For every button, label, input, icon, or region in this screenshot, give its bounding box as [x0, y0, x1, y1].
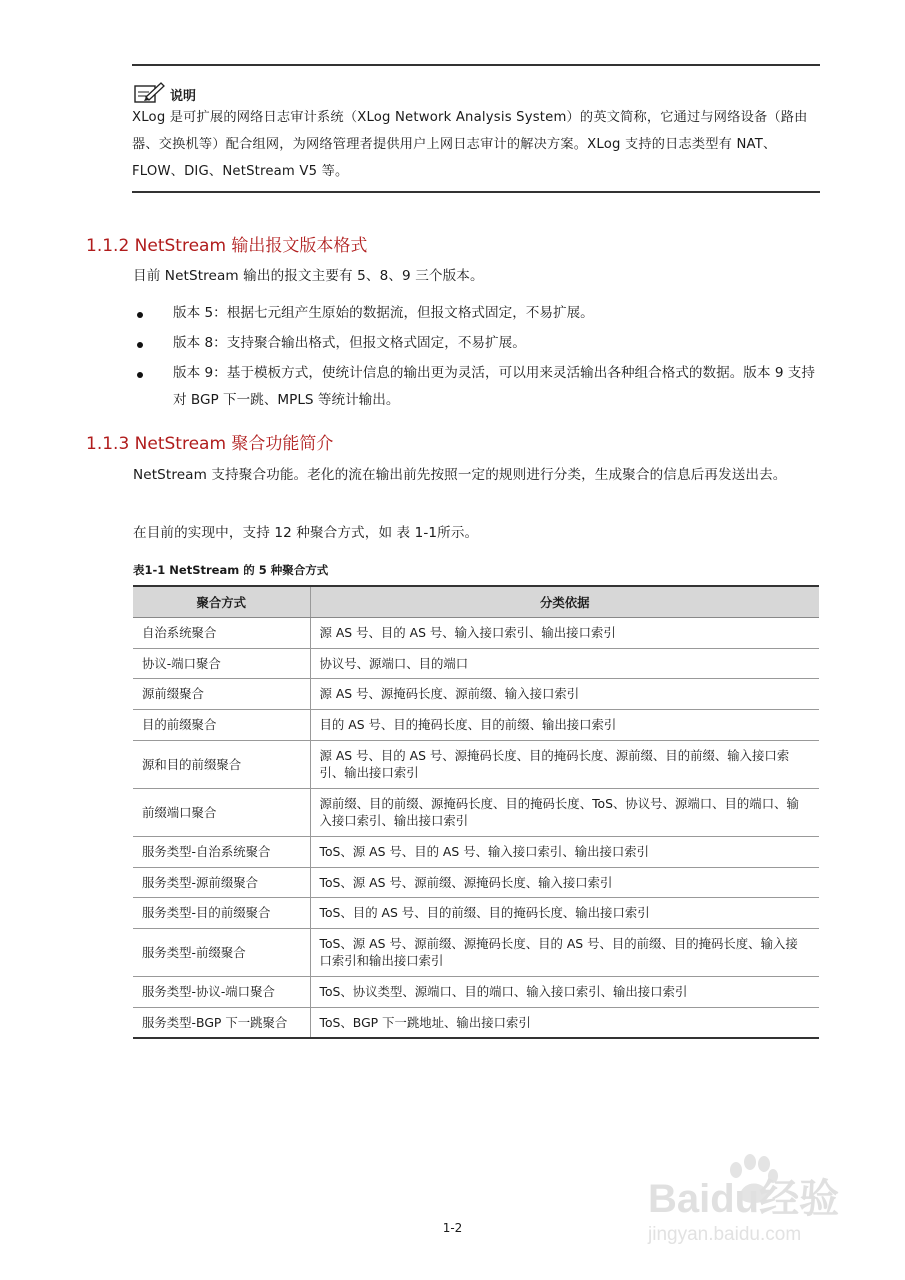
bullet-dot-icon: [137, 372, 143, 378]
table-cell-method: 前缀端口聚合: [133, 788, 310, 836]
table-cell-basis: ToS、源 AS 号、源前缀、源掩码长度、输入接口索引: [310, 867, 819, 897]
section-title-aggregation: 1.1.3 NetStream 聚合功能简介: [86, 434, 334, 454]
list-item: [133, 330, 823, 357]
table-cell-basis: 源 AS 号、目的 AS 号、源掩码长度、目的掩码长度、源前缀、目的前缀、输入接口索引、输出接口索引: [310, 740, 819, 788]
table-cell-method: 协议-端口聚合: [133, 648, 310, 678]
pencil-note-icon: [132, 80, 166, 104]
table-cell-basis: ToS、目的 AS 号、目的前缀、目的掩码长度、输出接口索引: [310, 897, 819, 928]
watermark-brand-text: Baidu经验: [648, 1177, 840, 1221]
table-header-row: [133, 586, 819, 617]
table-cell-method: 服务类型-协议-端口聚合: [133, 976, 310, 1007]
table-row: [133, 867, 819, 897]
list-item: [133, 360, 823, 414]
table-cell-method: 服务类型-源前缀聚合: [133, 867, 310, 897]
note-bottom-rule: [132, 191, 820, 193]
section-intro-paragraph: 目前 NetStream 输出的报文主要有 5、8、9 三个版本。: [133, 268, 484, 284]
table-caption: 表1-1 NetStream 的 5 种聚合方式: [133, 563, 329, 577]
bullet-dot-icon: [137, 342, 143, 348]
table-cell-method: 服务类型-自治系统聚合: [133, 836, 310, 867]
column-header-method: 聚合方式: [133, 586, 310, 617]
table-row: [133, 617, 819, 648]
table-cell-basis: ToS、BGP 下一跳地址、输出接口索引: [310, 1007, 819, 1038]
table-cell-basis: 协议号、源端口、目的端口: [310, 648, 819, 678]
note-top-rule: [132, 64, 820, 66]
watermark-url-text: jingyan.baidu.com: [648, 1224, 802, 1245]
table-cell-basis: 源前缀、目的前缀、源掩码长度、目的掩码长度、ToS、协议号、源端口、目的端口、输入接口索引、输出接口索引: [310, 788, 819, 836]
note-text: XLog 是可扩展的网络日志审计系统（XLog Network Analysis System）的英文简称，它通过与网络设备（路由器、交换机等）配合组网，为网络管理者提供用户上网日志审计的解决方案。XLog 支持的日志类型有 NAT、FLOW、DIG、NetStream V5 等。: [132, 110, 808, 179]
table-row: [133, 788, 819, 836]
aggregation-table: [133, 585, 819, 1039]
bullet-dot-icon: [137, 312, 143, 318]
aggregation-paragraph: NetStream 支持聚合功能。老化的流在输出前先按照一定的规则进行分类，生成聚合的信息后再发送出去。: [133, 467, 787, 483]
table-row: [133, 740, 819, 788]
table-cell-basis: ToS、源 AS 号、目的 AS 号、输入接口索引、输出接口索引: [310, 836, 819, 867]
note-label: 说明: [170, 89, 197, 104]
table-cell-method: 目的前缀聚合: [133, 709, 310, 740]
baidu-watermark-logo: [640, 1150, 850, 1250]
note-header: [132, 76, 820, 104]
section-title-version-format: 1.1.2 NetStream 输出报文版本格式: [86, 236, 368, 256]
page-number: 1-2: [442, 1221, 463, 1235]
table-row: [133, 928, 819, 976]
table-row: [133, 709, 819, 740]
list-item-text: 版本 8：支持聚合输出格式，但报文格式固定，不易扩展。: [173, 335, 526, 351]
table-cell-basis: 目的 AS 号、目的掩码长度、目的前缀、输出接口索引: [310, 709, 819, 740]
table-row: [133, 897, 819, 928]
table-row: [133, 836, 819, 867]
list-item-text: 版本 5：根据七元组产生原始的数据流，但报文格式固定，不易扩展。: [173, 305, 594, 321]
table-row: [133, 648, 819, 678]
table-cell-method: 源前缀聚合: [133, 678, 310, 709]
table-cell-method: 自治系统聚合: [133, 617, 310, 648]
table-cell-method: 服务类型-前缀聚合: [133, 928, 310, 976]
list-item: [133, 300, 823, 327]
table-cell-basis: 源 AS 号、源掩码长度、源前缀、输入接口索引: [310, 678, 819, 709]
table-cell-method: 源和目的前缀聚合: [133, 740, 310, 788]
table-row: [133, 1007, 819, 1038]
column-header-basis: 分类依据: [310, 586, 819, 617]
note-box: [132, 64, 820, 193]
table-cell-basis: ToS、协议类型、源端口、目的端口、输入接口索引、输出接口索引: [310, 976, 819, 1007]
table-row: [133, 976, 819, 1007]
table-cell-method: 服务类型-目的前缀聚合: [133, 897, 310, 928]
table-cell-basis: ToS、源 AS 号、源前缀、源掩码长度、目的 AS 号、目的前缀、目的掩码长度、输入接口索引和输出接口索引: [310, 928, 819, 976]
table-row: [133, 678, 819, 709]
list-item-text: 版本 9：基于模板方式，使统计信息的输出更为灵活，可以用来灵活输出各种组合格式的数据。版本 9 支持对 BGP 下一跳、MPLS 等统计输出。: [173, 365, 815, 408]
table-cell-method: 服务类型-BGP 下一跳聚合: [133, 1007, 310, 1038]
table-cell-basis: 源 AS 号、目的 AS 号、输入接口索引、输出接口索引: [310, 617, 819, 648]
aggregation-count-paragraph: 在目前的实现中，支持 12 种聚合方式，如 表 1-1所示。: [133, 525, 479, 541]
